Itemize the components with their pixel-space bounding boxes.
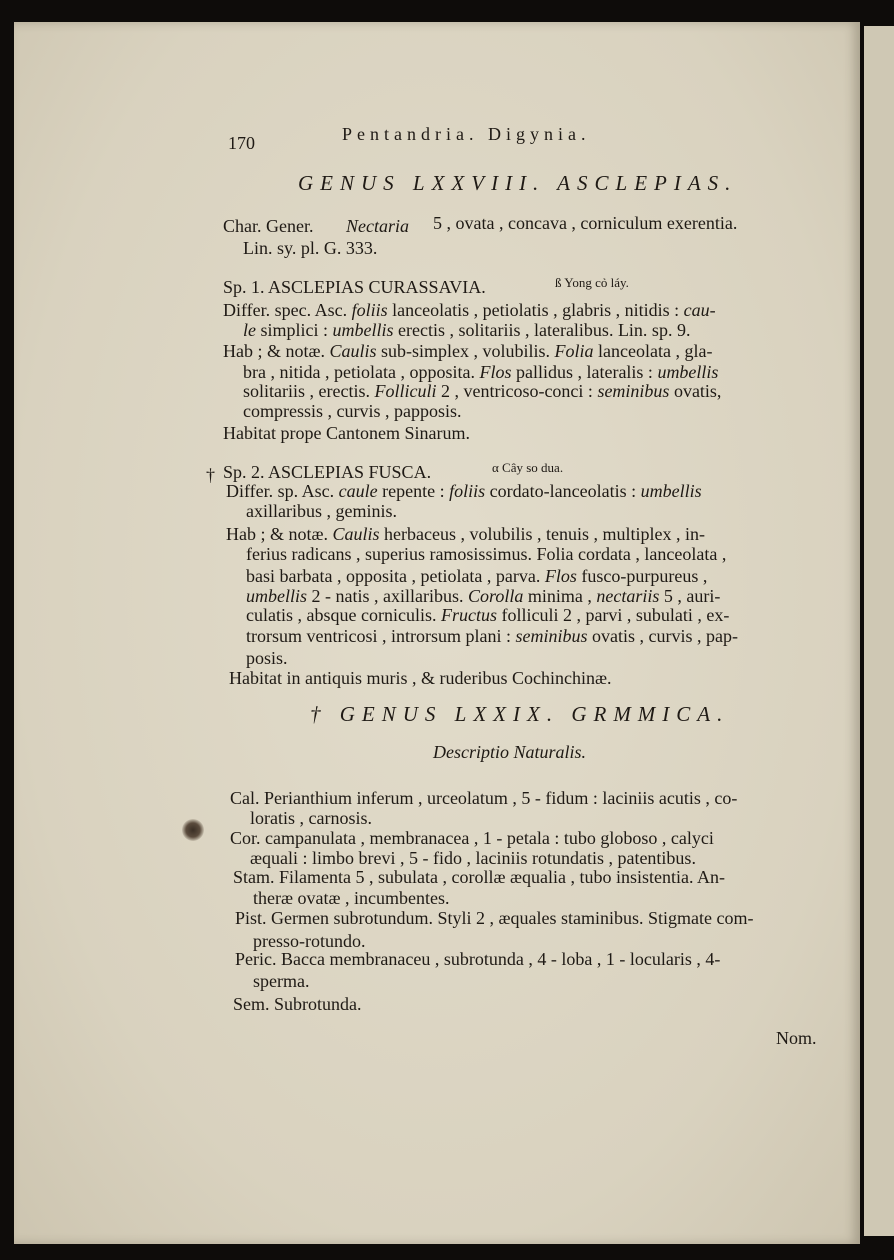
- habitus-line-seg: Flos: [544, 566, 577, 586]
- habitat-line: Habitat in antiquis muris , & ruderibus Cochinchinæ.: [229, 668, 612, 688]
- habitus-line: ferius radicans , superius ramosissimus. Folia cordata , lanceolata ,: [246, 544, 727, 564]
- description-line: Sem. Subrotunda.: [233, 994, 362, 1014]
- differ-line-seg: erectis , solitariis , lateralibus. Lin. sp. 9.: [393, 320, 691, 340]
- description-line: æquali : limbo brevi , 5 - fido , laciniis rotundatis , patentibus.: [250, 848, 696, 868]
- vernacular-name: α Cây so dua.: [492, 460, 564, 475]
- habitus-line-seg: seminibus: [597, 381, 670, 401]
- habitus-line: [226, 524, 705, 544]
- habitus-line-seg: Fructus: [440, 605, 497, 625]
- differ-line-seg: cordato-lanceolatis :: [485, 481, 641, 501]
- differ-line-seg: cau-: [683, 300, 716, 320]
- description-line: Stam. Filamenta 5 , subulata , corollæ æqualia , tubo insistentia. An-: [233, 867, 725, 887]
- habitus-line-seg: herbaceus , volubilis , tenuis , multiplex , in-: [379, 524, 705, 544]
- dagger-mark: †: [206, 465, 215, 485]
- differ-line-seg: Differ. sp. Asc.: [226, 481, 339, 501]
- differ-line-seg: repente :: [377, 481, 450, 501]
- habitus-line-seg: nectariis: [596, 586, 660, 606]
- habitus-line-seg: ovatis,: [669, 381, 722, 401]
- habitus-line-seg: Hab ; & notæ.: [223, 341, 330, 361]
- differ-line-seg: foliis: [351, 300, 388, 320]
- habitus-line-seg: umbellis: [657, 362, 719, 382]
- habitus-line-seg: trorsum ventricosi , introrsum plani :: [246, 626, 516, 646]
- species-heading: Sp. 2. ASCLEPIAS FUSCA.: [223, 462, 432, 482]
- habitus-line-seg: ovatis , curvis , pap-: [587, 626, 738, 646]
- habitus-line-seg: umbellis: [246, 586, 307, 606]
- description-line: theræ ovatæ , incumbentes.: [253, 888, 450, 908]
- description-line: presso-rotundo.: [253, 931, 366, 951]
- running-title: Pentandria. Digynia.: [342, 124, 591, 144]
- genus-title: † GENUS LXXIX. GRMMICA.: [310, 702, 730, 726]
- habitus-line-seg: sub-simplex , volubilis.: [376, 341, 555, 361]
- differ-line-seg: simplici :: [256, 320, 333, 340]
- differ-line: [226, 481, 702, 501]
- species-heading: Sp. 1. ASCLEPIAS CURASSAVIA.: [223, 277, 486, 297]
- description-subtitle: Descriptio Naturalis.: [433, 742, 587, 762]
- differ-line-seg: umbellis: [640, 481, 702, 501]
- habitus-line-seg: Caulis: [329, 341, 377, 361]
- habitus-line: [243, 362, 718, 382]
- habitus-line-seg: fusco-purpureus ,: [576, 566, 708, 586]
- habitus-line-seg: bra , nitida , petiolata , opposita.: [243, 362, 480, 382]
- differ-line-seg: caule: [338, 481, 378, 501]
- differ-line-seg: umbellis: [332, 320, 394, 340]
- ink-blot: [182, 819, 204, 841]
- habitus-line: [246, 626, 738, 646]
- differ-line: axillaribus , geminis.: [246, 501, 397, 521]
- habitus-line: [223, 341, 712, 361]
- habitus-line: compressis , curvis , papposis.: [243, 401, 462, 421]
- char-gener-text: 5 , ovata , concava , corniculum exerentia.: [433, 213, 738, 233]
- page-number: 170: [228, 133, 255, 153]
- habitus-line: [246, 586, 720, 606]
- habitus-line: posis.: [246, 648, 288, 668]
- habitus-line-seg: basi barbata , opposita , petiolata , parva.: [246, 566, 545, 586]
- habitat-line: Habitat prope Cantonem Sinarum.: [223, 423, 470, 443]
- habitus-line-seg: Corolla: [467, 586, 524, 606]
- habitus-line-seg: seminibus: [515, 626, 588, 646]
- habitus-line: [246, 566, 707, 586]
- habitus-line-seg: Hab ; & notæ.: [226, 524, 333, 544]
- habitus-line-seg: 2 - natis , axillaribus.: [307, 586, 468, 606]
- habitus-line-seg: pallidus , lateralis :: [511, 362, 658, 382]
- vernacular-name: ß Yong cỏ láy.: [555, 275, 629, 290]
- differ-line-seg: le: [243, 320, 256, 340]
- habitus-line-seg: folliculi 2 , parvi , subulati , ex-: [496, 605, 730, 625]
- description-line: Peric. Bacca membranaceu , subrotunda , 4 - loba , 1 - locularis , 4-: [235, 949, 721, 969]
- differ-line-seg: foliis: [449, 481, 486, 501]
- habitus-line-seg: minima ,: [523, 586, 597, 606]
- habitus-line: [243, 381, 721, 401]
- char-gener-ref: Lin. sy. pl. G. 333.: [243, 238, 378, 258]
- differ-line: [243, 320, 690, 340]
- char-gener-label: Char. Gener.: [223, 216, 314, 236]
- habitus-line: [246, 605, 729, 625]
- description-line: loratis , carnosis.: [250, 808, 372, 828]
- habitus-line-seg: Folia: [554, 341, 594, 361]
- description-line: Cal. Perianthium inferum , urceolatum , 5 - fidum : laciniis acutis , co-: [230, 788, 738, 808]
- differ-line-seg: Differ. spec. Asc.: [223, 300, 352, 320]
- facing-page-edge: [864, 26, 894, 1236]
- habitus-line-seg: culatis , absque corniculis.: [246, 605, 441, 625]
- habitus-line-seg: solitariis , erectis.: [243, 381, 375, 401]
- habitus-line-seg: lanceolata , gla-: [593, 341, 713, 361]
- differ-line: [223, 300, 716, 320]
- habitus-line-seg: Flos: [479, 362, 512, 382]
- catchword: Nom.: [776, 1028, 817, 1048]
- habitus-line-seg: 2 , ventricoso-conci :: [436, 381, 598, 401]
- description-line: Pist. Germen subrotundum. Styli 2 , æquales staminibus. Stigmate com-: [235, 908, 754, 928]
- habitus-line-seg: Caulis: [332, 524, 380, 544]
- description-line: Cor. campanulata , membranacea , 1 - petala : tubo globoso , calyci: [230, 828, 714, 848]
- description-line: sperma.: [253, 971, 310, 991]
- habitus-line-seg: Folliculi: [374, 381, 437, 401]
- habitus-line-seg: 5 , auri-: [659, 586, 721, 606]
- char-gener-term: Nectaria: [346, 216, 409, 236]
- differ-line-seg: lanceolatis , petiolatis , glabris , nitidis :: [387, 300, 684, 320]
- genus-title: GENUS LXXVIII. ASCLEPIAS.: [298, 171, 738, 195]
